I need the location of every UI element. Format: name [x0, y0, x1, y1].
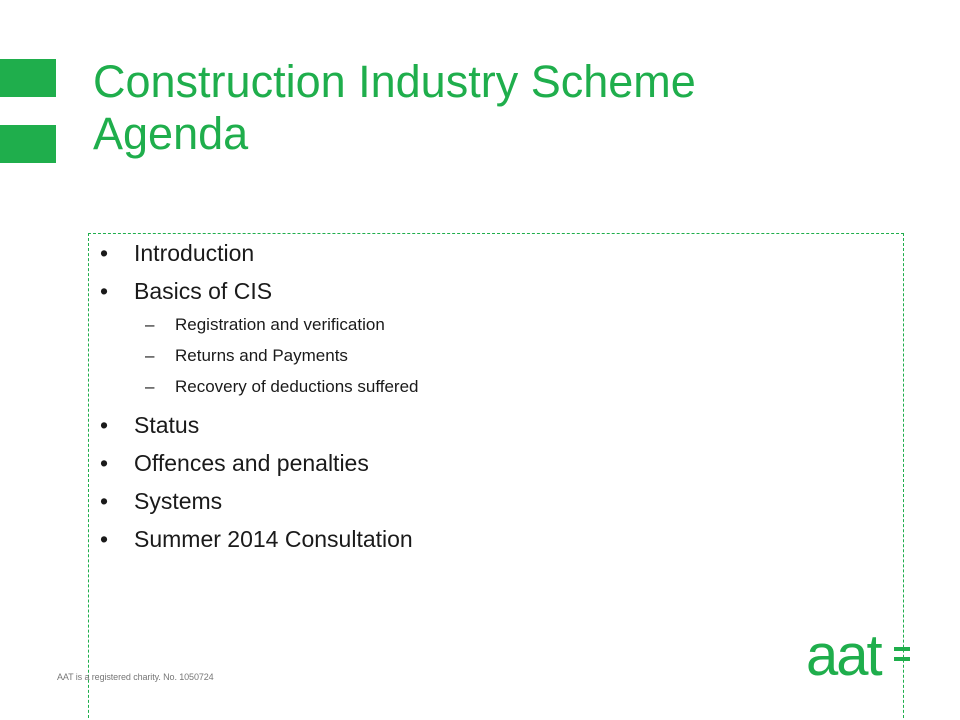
- agenda-list: [100, 238, 880, 562]
- charity-registration-note: AAT is a registered charity. No. 1050724: [57, 672, 214, 682]
- agenda-item-label: Offences and penalties: [134, 450, 369, 476]
- agenda-subitem-label: Returns and Payments: [175, 346, 348, 365]
- aat-logo-icon: [806, 625, 910, 685]
- slide-title-line-2: Agenda: [93, 108, 249, 159]
- dash-marker: –: [145, 377, 155, 396]
- agenda-item-offences: [100, 448, 880, 478]
- agenda-item-systems: [100, 486, 880, 516]
- agenda-item-label: Systems: [134, 488, 223, 514]
- green-accent-bar-bottom: [0, 125, 56, 163]
- agenda-subitem-registration: [100, 314, 880, 336]
- agenda-item-basics-of-cis: [100, 276, 880, 306]
- logo-stripe-top: [894, 647, 910, 651]
- agenda-subitem-label: Registration and verification: [175, 315, 385, 334]
- agenda-item-label: Status: [134, 412, 200, 438]
- bullet-marker: •: [100, 488, 109, 514]
- agenda-item-consultation: [100, 524, 880, 554]
- agenda-item-label: Summer 2014 Consultation: [134, 526, 413, 552]
- bullet-marker: •: [100, 278, 109, 304]
- slide-title-line-1: Construction Industry Scheme: [93, 56, 696, 107]
- slide-title: [93, 56, 913, 160]
- agenda-item-status: [100, 410, 880, 440]
- dash-marker: –: [145, 315, 155, 334]
- agenda-subitem-label: Recovery of deductions suffered: [175, 377, 419, 396]
- agenda-subitem-returns: [100, 345, 880, 367]
- bullet-marker: •: [100, 240, 109, 266]
- agenda-item-label: Introduction: [134, 240, 255, 266]
- dash-marker: –: [145, 346, 155, 365]
- green-accent-bar-top: [0, 59, 56, 97]
- aat-logo-text: aat: [806, 625, 881, 685]
- agenda-item-label: Basics of CIS: [134, 278, 273, 304]
- bullet-marker: •: [100, 412, 109, 438]
- bullet-marker: •: [100, 450, 109, 476]
- agenda-subitem-recovery: [100, 376, 880, 398]
- logo-stripe-bottom: [894, 657, 910, 661]
- bullet-marker: •: [100, 526, 109, 552]
- agenda-item-introduction: [100, 238, 880, 268]
